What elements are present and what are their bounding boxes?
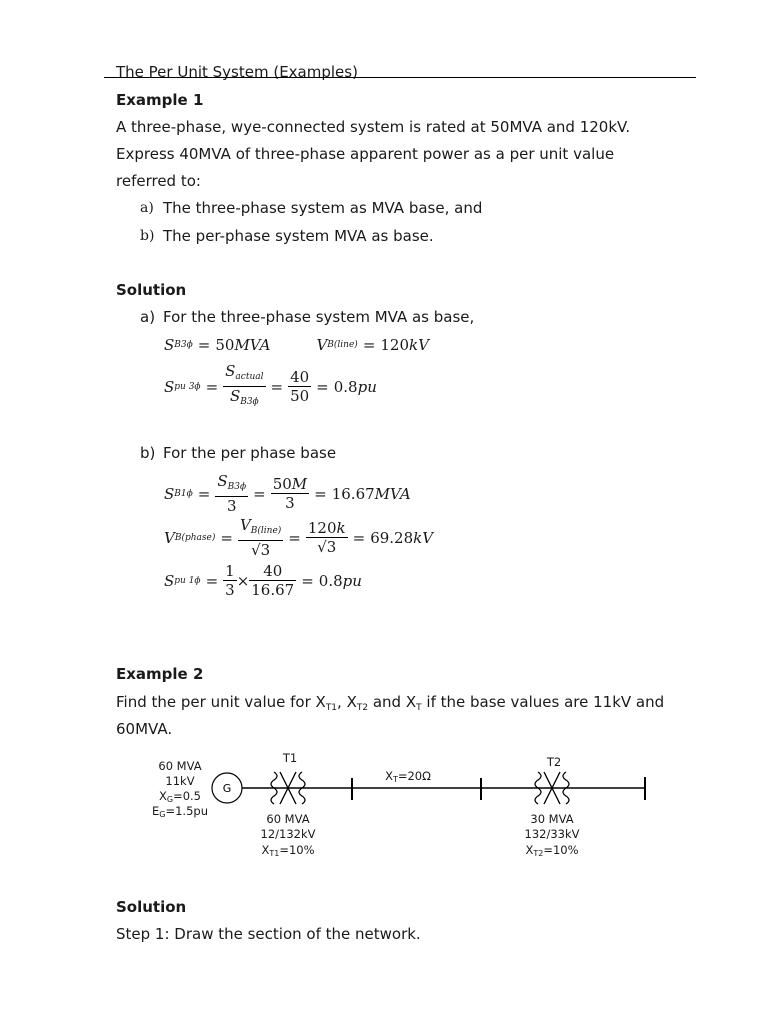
eq-sign: = — [220, 528, 233, 547]
eq-symbol-s: S — [164, 377, 175, 396]
t1-reactance — [248, 842, 328, 862]
example2-line1 — [116, 692, 664, 718]
eq-sub: B3ϕ — [174, 340, 193, 350]
solution1-heading: Solution — [116, 281, 187, 299]
gen-kv: 11kV — [165, 774, 195, 788]
eq-sign: = — [288, 528, 301, 547]
equation-phase-voltage — [164, 516, 433, 559]
eq-sub: pu 1ϕ — [174, 575, 201, 586]
eq-sign: = — [301, 571, 314, 590]
eq-unit: k — [336, 519, 346, 537]
line-reactance — [376, 768, 440, 788]
eq-unit: M — [291, 475, 308, 493]
numerator: 1 — [225, 562, 235, 580]
text-span: =1.5pu — [165, 804, 208, 818]
t2-label: T2 — [546, 755, 562, 769]
text-span: if the base values are 11kV and — [421, 693, 665, 711]
text-span: , X — [337, 693, 357, 711]
eq-sign: = — [197, 336, 211, 354]
example2-heading: Example 2 — [116, 665, 204, 683]
eq-symbol-s: S — [164, 336, 175, 354]
text-span: =0.5 — [173, 789, 202, 803]
example1-heading: Example 1 — [116, 91, 204, 109]
solution2-step1: Step 1: Draw the section of the network. — [116, 925, 421, 943]
subscript: T — [392, 775, 398, 784]
t1-label: T1 — [282, 751, 298, 765]
eq-sub: B3ϕ — [240, 397, 259, 407]
eq-symbol-s: S — [229, 387, 241, 405]
times-sign: × — [236, 571, 250, 590]
text-span: X — [261, 843, 270, 857]
subscript: T — [416, 703, 422, 713]
sqrt-symbol: √ — [317, 538, 327, 556]
denominator: 3 — [226, 497, 237, 515]
fraction — [271, 475, 309, 512]
eq-sign: = — [253, 484, 266, 503]
denominator: 3 — [260, 541, 271, 559]
eq-sign: = — [316, 377, 329, 396]
t2-mva: 30 MVA — [530, 812, 574, 826]
eq-unit: MVA — [234, 336, 271, 354]
eq-sign: = — [362, 336, 376, 354]
eq-value: 16.67 — [331, 484, 375, 503]
equation-pu-per-phase — [164, 562, 362, 599]
denominator: 50 — [290, 387, 310, 405]
fraction — [288, 368, 311, 405]
denominator: 3 — [285, 494, 295, 512]
t1-mva: 60 MVA — [266, 812, 310, 826]
eq-symbol-v: V — [239, 516, 251, 534]
solution1-part-b-marker: b) — [140, 444, 156, 462]
eq-unit: kV — [409, 336, 429, 354]
one-line-diagram — [140, 750, 670, 865]
generator-symbol: G — [222, 782, 232, 795]
subscript: T1 — [269, 849, 280, 858]
text-span: E — [152, 804, 160, 818]
eq-sign: = — [314, 484, 327, 503]
list-item-b: The per-phase system MVA as base. — [163, 227, 434, 245]
subscript: G — [159, 810, 166, 819]
text-span: X — [385, 769, 393, 783]
eq-unit: kV — [413, 528, 434, 547]
equation-pu-three-phase — [164, 362, 377, 411]
eq-symbol-s: S — [164, 484, 175, 503]
eq-unit: MVA — [374, 484, 411, 503]
title-underline — [104, 77, 696, 78]
eq-symbol-s: S — [164, 571, 175, 590]
text-span: and X — [368, 693, 417, 711]
text-span: X — [158, 789, 167, 803]
eq-symbol-v: V — [164, 528, 175, 547]
example2-line2: 60MVA. — [116, 720, 173, 738]
equation-base-values — [164, 336, 429, 354]
eq-sub: actual — [235, 372, 264, 382]
eq-value: 69.28 — [370, 528, 414, 547]
numerator: 40 — [249, 562, 296, 581]
t1-kv: 12/132kV — [260, 827, 316, 841]
fraction — [238, 516, 283, 559]
list-marker-a: a) — [140, 200, 154, 216]
numerator: 40 — [290, 368, 310, 386]
page-title: The Per Unit System (Examples) — [116, 63, 358, 81]
eq-unit: pu — [342, 571, 362, 590]
fraction — [223, 362, 265, 411]
text-span: X — [525, 843, 534, 857]
eq-value: 0.8 — [333, 377, 358, 396]
gen-mva: 60 MVA — [158, 759, 202, 773]
eq-value: 0.8 — [318, 571, 343, 590]
fraction — [249, 562, 296, 599]
eq-value: 50 — [215, 336, 235, 354]
eq-symbol-s: S — [225, 362, 236, 380]
eq-sign: = — [270, 377, 284, 396]
eq-sign: = — [205, 377, 219, 396]
sqrt-symbol: √ — [251, 541, 261, 559]
eq-symbol-s: S — [217, 472, 228, 490]
eq-sign: = — [352, 528, 366, 547]
equation-per-phase-base — [164, 472, 411, 515]
example1-line2: Express 40MVA of three-phase apparent power as a per unit value — [116, 145, 615, 163]
t2-reactance — [512, 842, 592, 862]
subscript: T2 — [356, 703, 369, 713]
solution1-part-a-text: For the three-phase system MVA as base, — [163, 308, 475, 326]
eq-unit: pu — [357, 377, 377, 396]
example1-line3: referred to: — [116, 172, 201, 190]
eq-sub: pu 3ϕ — [174, 381, 201, 392]
text-span: Find the per unit value for X — [116, 693, 326, 711]
numerator: 50 — [272, 475, 292, 493]
numerator: 120 — [307, 519, 337, 537]
fraction — [223, 562, 237, 599]
text-span: =10% — [543, 843, 579, 857]
subscript: G — [166, 795, 174, 804]
eq-symbol-v: V — [316, 336, 328, 354]
eq-sub: B3ϕ — [227, 482, 247, 492]
denominator: 3 — [225, 581, 235, 599]
example1-line1: A three-phase, wye-connected system is rated at 50MVA and 120kV. — [116, 118, 631, 136]
t2-kv: 132/33kV — [524, 827, 580, 841]
text-span: =10% — [279, 843, 315, 857]
solution1-part-a-marker: a) — [140, 308, 156, 326]
subscript: T1 — [325, 703, 338, 713]
gen-emf — [145, 803, 215, 823]
eq-sub: B(phase) — [174, 532, 216, 543]
list-item-a: The three-phase system as MVA base, and — [163, 199, 483, 217]
list-marker-b: b) — [140, 228, 155, 244]
eq-sign: = — [197, 484, 211, 503]
eq-sub: B1ϕ — [174, 488, 193, 499]
eq-sub: B(line) — [327, 340, 358, 350]
subscript: T2 — [533, 849, 544, 858]
eq-sub: B(line) — [250, 526, 282, 536]
fraction — [306, 519, 348, 556]
text-span: =20Ω — [397, 769, 431, 783]
solution2-heading: Solution — [116, 898, 187, 916]
eq-sign: = — [205, 571, 219, 590]
solution1-part-b-text: For the per phase base — [163, 444, 337, 462]
fraction — [215, 472, 248, 515]
eq-value: 120 — [380, 336, 410, 354]
denominator: 16.67 — [251, 581, 295, 599]
denominator: 3 — [326, 538, 337, 556]
